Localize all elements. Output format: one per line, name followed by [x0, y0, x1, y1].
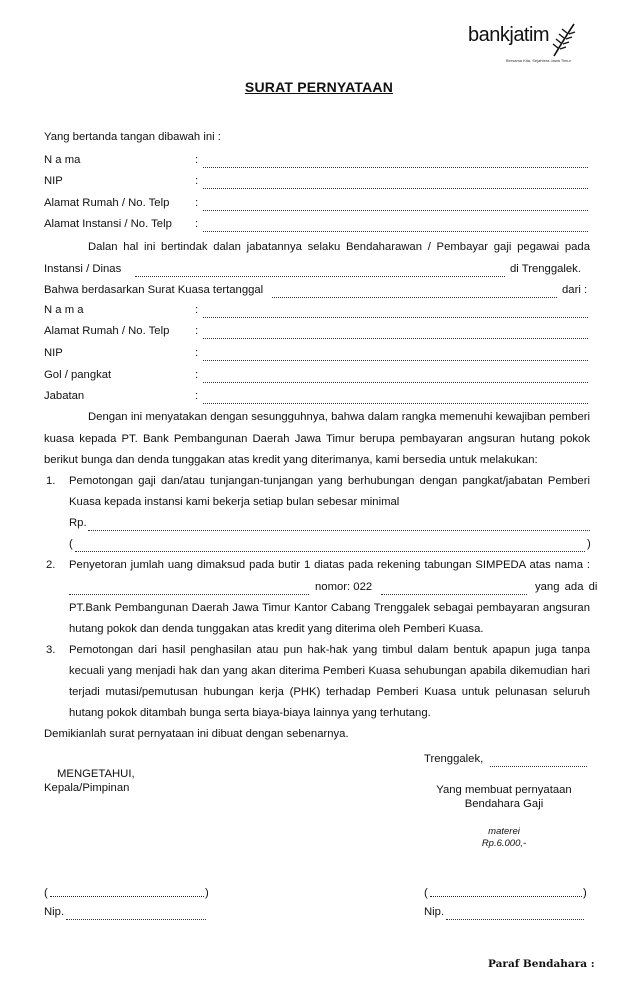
- head-title: Kepala/Pimpinan: [44, 782, 130, 794]
- field2-alamat-blank[interactable]: [203, 328, 588, 339]
- statement-line-2: kuasa kepada PT. Bank Pembangunan Daerah Jawa Timur berupa pembayaran angsuran hutang pokok: [44, 433, 590, 445]
- item-1-line-2: Kuasa kepada instansi kami bekerja setiap bulan sebesar minimal: [69, 496, 400, 508]
- item-1-amount-words-blank[interactable]: [75, 541, 585, 552]
- item-2-line-1: Penyetoran jumlah uang dimaksud pada butir 1 diatas pada rekening tabungan SIMPEDA atas nama :: [69, 559, 590, 571]
- field2-nip-blank[interactable]: [203, 350, 588, 361]
- field-alamat-rumah-label: Alamat Rumah / No. Telp: [44, 197, 170, 209]
- left-sign-paren-close: ): [205, 887, 209, 899]
- field-nama-colon: :: [195, 154, 199, 166]
- right-sign-paren-open: (: [424, 887, 428, 899]
- right-sign-name-blank[interactable]: [430, 896, 582, 897]
- right-nip-label: Nip.: [424, 906, 445, 918]
- statement-line-3: berikut bunga dan denda tunggakan atas kredit yang diterimanya, kami bersedia untuk melakukan:: [44, 454, 538, 466]
- surat-kuasa-dari: dari :: [562, 284, 588, 296]
- sign-maker-role: Bendahara Gaji: [464, 798, 544, 810]
- item-3-line-4: hutang pokok ditambah bunga serta biaya-biaya lainnya yang terhutang.: [69, 707, 431, 719]
- field2-nama-blank[interactable]: [203, 307, 588, 318]
- instansi-location: di Trenggalek.: [510, 263, 581, 275]
- field2-gol-label: Gol / pangkat: [44, 369, 112, 381]
- paragraph-bendaharawan: Dalan hal ini bertindak dalan jabatannya selaku Bendaharawan / Pembayar gaji pegawai pada: [88, 241, 590, 253]
- field-alamat-instansi-colon: :: [195, 218, 199, 230]
- field2-jabatan-label: Jabatan: [44, 390, 85, 402]
- closing-statement: Demikianlah surat pernyataan ini dibuat dengan sebenarnya.: [44, 728, 349, 740]
- field-alamat-rumah-blank[interactable]: [203, 200, 588, 211]
- right-nip-blank[interactable]: [446, 909, 584, 920]
- left-sign-paren-open: (: [44, 887, 48, 899]
- instansi-blank[interactable]: [135, 266, 505, 277]
- paraf-bendahara: Paraf Bendahara :: [488, 958, 595, 970]
- logo-tagline: Bersama Kita, Sejahtera Jawa Timur: [506, 58, 571, 63]
- item-2-line-4: hutang pokok dan denda tunggakan atas kredit yang diterima oleh Pemberi Kuasa.: [69, 623, 484, 635]
- item-3-line-3: terjadi mutasi/pemutusan hubungan kerja (PHK) terhadap Pemberi Kuasa untuk pelunasan seluruh: [69, 686, 590, 698]
- field2-jabatan-colon: :: [195, 390, 199, 402]
- item-3-line-2: kecuali yang menjadi hak dan yang akan diterima Pemberi Kuasa sehubungan apabila dikemudian hari: [69, 665, 590, 677]
- field-alamat-instansi-blank[interactable]: [203, 221, 588, 232]
- instansi-label: Instansi / Dinas: [44, 263, 122, 275]
- left-sign-name-blank[interactable]: [50, 896, 204, 897]
- item-2-yang-ada: yang ada di: [535, 581, 598, 593]
- left-nip-label: Nip.: [44, 906, 65, 918]
- item-1-paren-close: ): [587, 538, 591, 550]
- item-2-account-name-blank[interactable]: [69, 584, 309, 595]
- materai-value: Rp.6.000,-: [481, 838, 527, 849]
- sign-maker-title: Yang membuat pernyataan: [436, 784, 572, 796]
- field-nama-label: N a ma: [44, 154, 81, 166]
- logo-text: bankjatim: [468, 24, 550, 46]
- item-2-number: 2.: [46, 559, 56, 571]
- acknowledge-label: MENGETAHUI,: [57, 768, 135, 780]
- field2-alamat-label: Alamat Rumah / No. Telp: [44, 325, 170, 337]
- surat-kuasa-label: Bahwa berdasarkan Surat Kuasa tertanggal: [44, 284, 264, 296]
- sign-place: Trenggalek,: [424, 753, 484, 765]
- item-3-line-1: Pemotongan dari hasil penghasilan atau pun hak-hak yang timbul dalam bentuk apapun juga tanpa: [69, 644, 590, 656]
- field2-nip-label: NIP: [44, 347, 63, 359]
- item-2-nomor: nomor: 022: [315, 581, 373, 593]
- surat-kuasa-date-blank[interactable]: [272, 287, 557, 298]
- item-2-line-3: PT.Bank Pembangunan Daerah Jawa Timur Kantor Cabang Trenggalek sebagai pembayaran angsuran: [69, 602, 590, 614]
- bank-logo: [468, 22, 588, 72]
- item-1-number: 1.: [46, 475, 56, 487]
- item-1-rp-label: Rp.: [69, 517, 87, 529]
- field2-nip-colon: :: [195, 347, 199, 359]
- field2-nama-label: N a m a: [44, 304, 84, 316]
- field-alamat-rumah-colon: :: [195, 197, 199, 209]
- materai-label: materei: [488, 826, 520, 837]
- item-2-account-number-blank[interactable]: [381, 584, 527, 595]
- item-1-amount-blank[interactable]: [88, 520, 590, 531]
- statement-line-1: Dengan ini menyatakan dengan sesungguhnya, bahwa dalam rangka memenuhi kewajiban pemberi: [88, 411, 590, 423]
- wheat-icon: [550, 22, 578, 58]
- field2-gol-blank[interactable]: [203, 372, 588, 383]
- field-nip-colon: :: [195, 175, 199, 187]
- page-title: SURAT PERNYATAAN: [244, 79, 394, 95]
- field-nama-blank[interactable]: [203, 157, 588, 168]
- right-sign-paren-close: ): [583, 887, 587, 899]
- sign-date-blank[interactable]: [490, 756, 587, 767]
- item-1-line-1: Pemotongan gaji dan/atau tunjangan-tunjangan yang berhubungan dengan pangkat/jabatan Pemberi: [69, 475, 590, 487]
- field2-nama-colon: :: [195, 304, 199, 316]
- field2-gol-colon: :: [195, 369, 199, 381]
- field-nip-label: NIP: [44, 175, 63, 187]
- intro-text: Yang bertanda tangan dibawah ini :: [44, 131, 221, 143]
- left-nip-blank[interactable]: [66, 909, 206, 920]
- field2-jabatan-blank[interactable]: [203, 393, 588, 404]
- item-1-paren-open: (: [69, 538, 73, 550]
- field-nip-blank[interactable]: [203, 178, 588, 189]
- field2-alamat-colon: :: [195, 325, 199, 337]
- field-alamat-instansi-label: Alamat Instansi / No. Telp: [44, 218, 172, 230]
- item-3-number: 3.: [46, 644, 56, 656]
